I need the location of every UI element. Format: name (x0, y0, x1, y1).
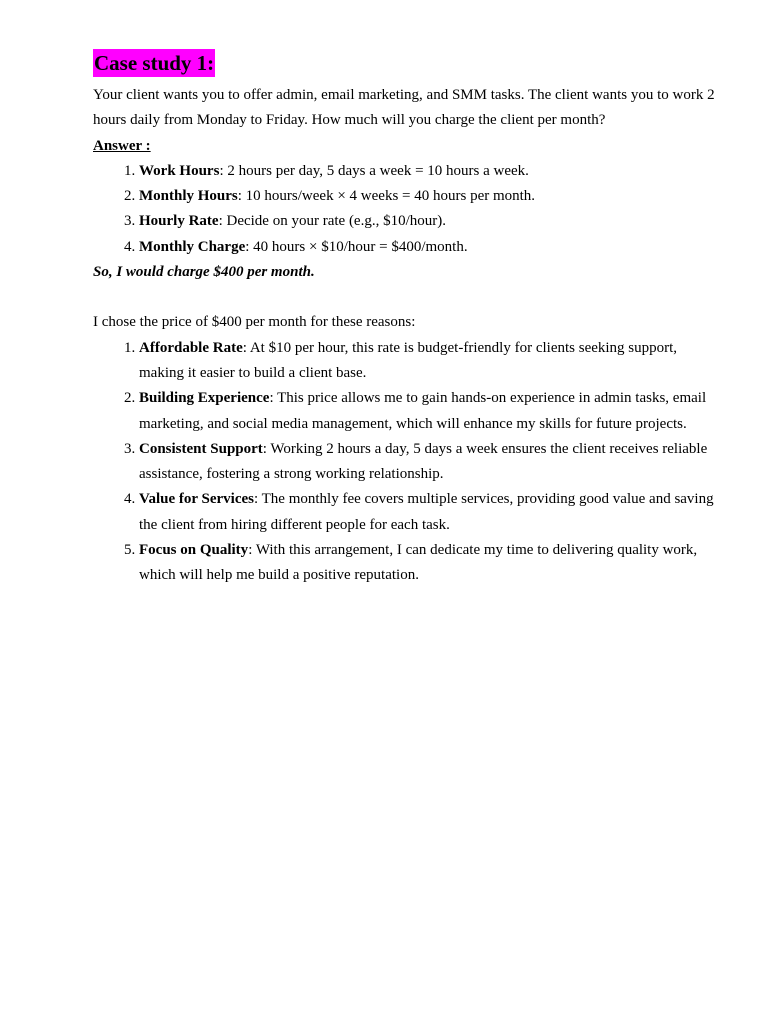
reason-text: : Working 2 hours a day, 5 days a week ensures the client receives reliable assistance, fostering a strong working relationship. (139, 440, 708, 483)
calculation-item-monthly-hours (139, 184, 718, 209)
reason-text: : This price allows me to gain hands-on experience in admin tasks, email marketing, and social media management, which will enhance my skills for future projects. (139, 390, 707, 432)
answer-label: Answer : (93, 137, 151, 154)
reason-item-affordable-rate (139, 336, 718, 387)
calculation-text: : 2 hours per day, 5 days a week = 10 hours a week. (219, 162, 529, 179)
document-page (93, 49, 718, 589)
reason-item-building-experience (139, 386, 718, 437)
question-paragraph: Your client wants you to offer admin, email marketing, and SMM tasks. The client wants you to work 2 hours daily from Monday to Friday. How much will you charge the client per month? (93, 87, 715, 129)
paragraph-spacer (93, 285, 718, 310)
reason-term: Value for Services (139, 491, 254, 508)
reason-item-focus-on-quality (139, 538, 718, 589)
answer-label-paragraph (93, 134, 718, 159)
reason-item-value-for-services (139, 487, 718, 538)
calculation-item-hourly-rate (139, 209, 718, 234)
reasons-intro: I chose the price of $400 per month for these reasons: (93, 314, 416, 331)
reason-text: : The monthly fee covers multiple services, providing good value and saving the client from hiring different people for each task. (139, 491, 714, 533)
calculation-term: Monthly Charge (139, 238, 246, 255)
reason-term: Affordable Rate (139, 339, 243, 356)
reason-item-consistent-support (139, 437, 718, 488)
reasons-list (93, 336, 718, 589)
calculation-list (93, 159, 718, 260)
reason-term: Focus on Quality (139, 542, 249, 559)
calculation-item-work-hours (139, 159, 718, 184)
calculation-term: Monthly Hours (139, 188, 238, 205)
reason-term: Consistent Support (139, 440, 263, 457)
reason-text: : With this arrangement, I can dedicate my time to delivering quality work, which will help me build a positive reputation. (139, 542, 698, 584)
calculation-text: : Decide on your rate (e.g., $10/hour). (218, 213, 447, 230)
conclusion-text: So, I would charge $400 per month. (93, 264, 315, 281)
calculation-term: Work Hours (139, 162, 220, 179)
case-study-title: Case study 1: (94, 51, 215, 75)
reason-term: Building Experience (139, 390, 270, 407)
calculation-item-monthly-charge (139, 235, 718, 260)
calculation-text: : 40 hours × $10/hour = $400/month. (245, 238, 468, 255)
calculation-text: : 10 hours/week × 4 weeks = 40 hours per month. (237, 188, 536, 205)
reason-text: : At $10 per hour, this rate is budget-friendly for clients seeking support, making it easier to build a client base. (139, 339, 678, 381)
calculation-term: Hourly Rate (139, 213, 219, 230)
